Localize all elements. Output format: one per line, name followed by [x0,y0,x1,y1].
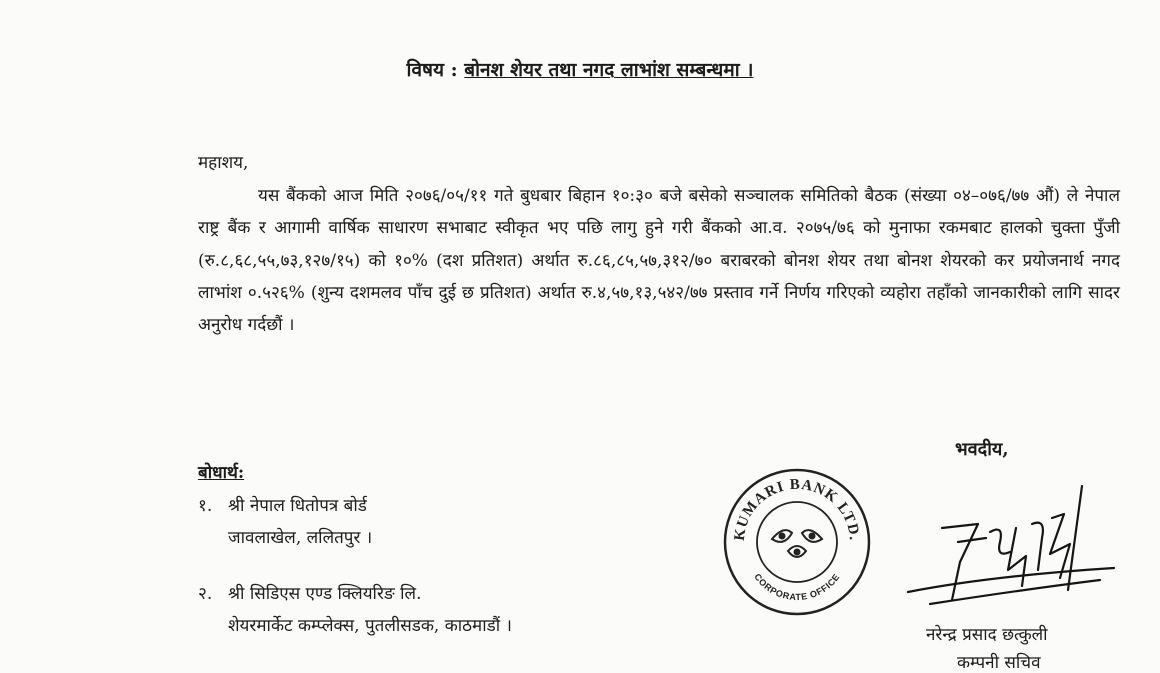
cc-item-address: शेयरमार्केट कम्प्लेक्स, पुतलीसडक, काठमाडौं । [228,616,512,636]
handwritten-signature [900,458,1130,618]
subject-prefix: विषय : [406,59,458,81]
signer-title: कम्पनी सचिव [957,653,1041,673]
subject-topic: बोनश शेयर तथा नगद लाभांश सम्बन्धमा । [464,59,754,81]
cc-item [198,490,512,554]
letter-body: यस बैंकको आज मिति २०७६/०५/११ गते बुधबार बिहान १०:३० बजे बसेको सञ्चालक समितिको बैठक (संख्या ०४–०७६/७७ औं) ले नेपाल राष्ट्र बैंक र आगामी वार्षिक साधारण सभाबाट स्वीकृत भए पछि लागु हुने गरी बैंकको आ.व. २०७५/७६ को मुनाफा रकमबाट हालको चुक्ता पुँजी (रु.८,६८,५५,७३,१२७/१५) को १०% (दश प्रतिशत) अर्थात रु.८६,८५,५७,३१२/७० बराबरको बोनश शेयर तथा बोनश शेयरको कर प्रयोजनार्थ नगद लाभांश ०.५२६% (शुन्य दशमलव पाँच दुई छ प्रतिशत) अर्थात रु.४,५७,१३,५४२/७७ प्रस्ताव गर्ने निर्णय गरिएको व्यहोरा तहाँको जानकारीको लागि सादर अनुरोध गर्दछौं । [198,186,1120,336]
cc-item-number: १. [198,496,213,516]
cc-list [198,490,512,642]
cc-item-name: श्री सिडिएस एण्ड क्लियरिङ लि. [228,584,422,604]
seal-emblem-icon [772,530,822,557]
seal-inner-ring [757,502,837,582]
cc-item-number: २. [198,584,213,604]
subject-line [0,56,1160,82]
cc-item-address: जावलाखेल, ललितपुर । [228,528,373,548]
signer-name: नरेन्द्र प्रसाद छत्कुली [926,625,1048,645]
salutation: महाशय, [198,153,249,173]
seal-inner-text: CORPORATE OFFICE [752,571,842,603]
cc-heading: बोधार्थ: [198,463,245,483]
seal-outer-text: KUMARI BANK LTD. [731,476,863,542]
company-seal [722,467,872,617]
cc-item [198,578,512,642]
cc-item-name: श्री नेपाल धितोपत्र बोर्ड [228,496,367,516]
closing: भवदीय, [955,439,1009,460]
